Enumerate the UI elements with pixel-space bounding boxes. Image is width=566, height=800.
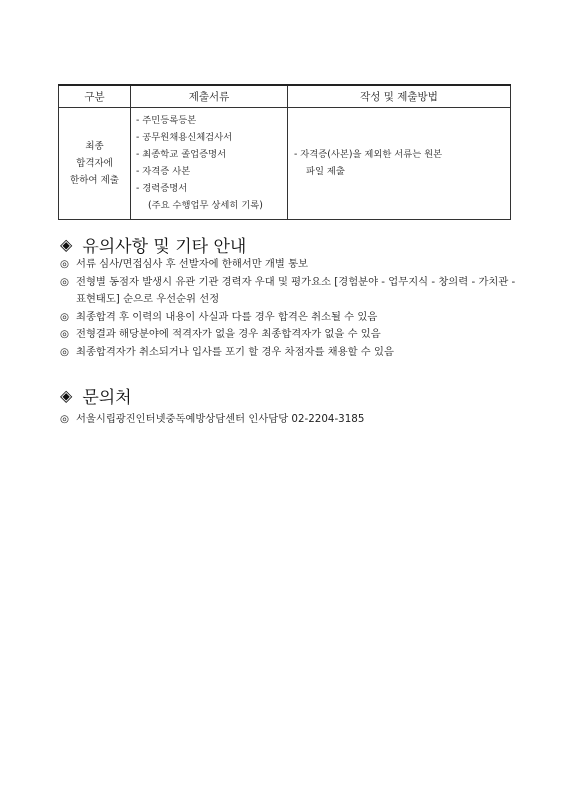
documents-cell	[131, 107, 288, 219]
notes-section-title	[60, 232, 246, 257]
method-cell	[288, 107, 511, 219]
double-circle-icon: ◎	[60, 328, 69, 340]
contact-text: 서울시립광진인터넷중독예방상담센터 인사담당 02-2204-3185	[76, 413, 365, 425]
double-circle-icon: ◎	[60, 275, 69, 288]
table-row	[59, 107, 511, 219]
method-line: - 자격증(사본)을 제외한 서류는 원본	[294, 149, 443, 160]
category-line: 최종	[85, 140, 104, 152]
list-item	[60, 344, 520, 362]
double-circle-icon: ◎	[60, 345, 69, 358]
document-item: - 자격증 사본	[136, 166, 191, 177]
note-text: 전형결과 해당분야에 적격자가 없을 경우 최종합격자가 없을 수 있음	[76, 328, 381, 340]
list-item	[60, 309, 520, 327]
document-item-note: (주요 수행업무 상세히 기록)	[148, 200, 263, 211]
double-circle-icon: ◎	[60, 413, 69, 425]
document-item: - 경력증명서	[136, 183, 188, 194]
list-item	[60, 256, 520, 274]
document-item: - 주민등록등본	[136, 115, 197, 126]
header-category: 구분	[59, 85, 131, 107]
category-cell	[59, 107, 131, 219]
double-circle-icon: ◎	[60, 310, 69, 323]
table-header-row	[59, 85, 511, 107]
list-item	[60, 326, 520, 344]
note-text: 최종합격 후 이력의 내용이 사실과 다를 경우 합격은 취소될 수 있음	[76, 310, 378, 323]
document-item: - 최종학교 졸업증명서	[136, 149, 227, 160]
note-text: 서류 심사/면접심사 후 선발자에 한해서만 개별 통보	[76, 258, 308, 270]
header-documents: 제출서류	[131, 85, 288, 107]
list-item	[60, 411, 520, 429]
category-line: 합격자에	[76, 157, 113, 169]
double-circle-icon: ◎	[60, 258, 69, 270]
contact-section-title	[60, 383, 132, 408]
category-line: 한하여 제출	[70, 174, 119, 186]
method-line: 파일 제출	[306, 166, 345, 177]
contact-list	[60, 411, 520, 429]
document-item: - 공무원채용신체검사서	[136, 132, 233, 143]
note-text: 전형별 동점자 발생시 유관 기관 경력자 우대 및 평가요소 [경험분야 - 업무지식 - 창의력 - 가치관 - 표현태도] 순으로 우선순위 선정	[76, 275, 516, 305]
header-method: 작성 및 제출방법	[288, 85, 511, 107]
contact-title-text: 문의처	[82, 388, 132, 408]
notes-title-text: 유의사항 및 기타 안내	[82, 237, 247, 257]
notes-list	[60, 256, 520, 361]
diamond-icon: ◈	[60, 235, 73, 254]
note-text: 최종합격자가 취소되거나 입사를 포기 할 경우 차점자를 채용할 수 있음	[76, 345, 394, 358]
diamond-icon: ◈	[60, 386, 73, 405]
submission-documents-table	[58, 84, 511, 220]
list-item	[60, 274, 520, 309]
